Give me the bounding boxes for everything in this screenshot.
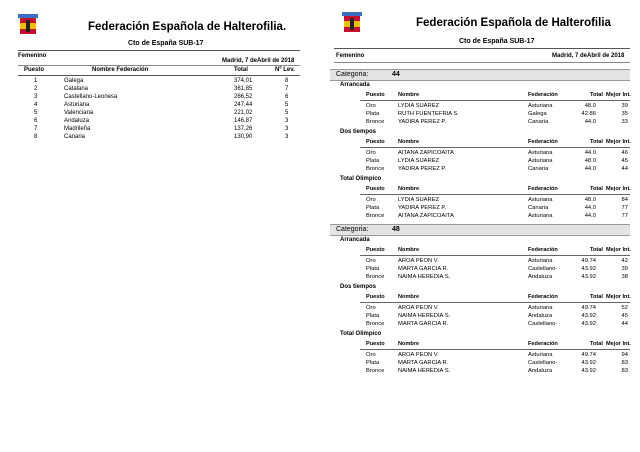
federation-cell: Asturiana: [528, 158, 553, 164]
category-bar: [330, 69, 630, 81]
total-cell: 43.92: [581, 321, 596, 327]
col-puesto-cell: 4: [34, 102, 38, 108]
category-label: Categoria:: [336, 71, 369, 78]
best-attempt-cell: 39: [621, 103, 628, 109]
col-puesto-cell: 1: [34, 78, 38, 84]
table-row: [360, 212, 630, 220]
divider: [18, 75, 300, 76]
nlev-cell: 3: [285, 126, 289, 132]
best-attempt-cell: 45: [621, 158, 628, 164]
section-title: Total Olimpico: [340, 176, 382, 182]
athlete-name-cell: AROA PEON V.: [398, 258, 439, 264]
total-cell: 130,90: [234, 134, 253, 140]
athlete-name-cell: MARTA GARCIA R.: [398, 266, 449, 272]
table-row: [0, 126, 320, 134]
federation-cell: Andaluza: [528, 368, 553, 374]
medal-cell: Bronce: [366, 119, 385, 125]
best-attempt-cell: 44: [621, 166, 628, 172]
medal-cell: Bronce: [366, 213, 385, 219]
total-cell: 221,02: [234, 110, 253, 116]
total-cell: 361,85: [234, 86, 253, 92]
athlete-name-cell: MARTA GARCIA R.: [398, 360, 449, 366]
col-nombre-header: Nombre: [398, 341, 420, 347]
best-attempt-cell: 45: [621, 313, 628, 319]
table-header: [360, 340, 630, 350]
col-mejor-header: Mejor Int.: [606, 247, 631, 253]
federation-logo-icon: [18, 14, 38, 36]
col-nombre-header: Nombre: [398, 294, 420, 300]
best-attempt-cell: 83: [621, 360, 628, 366]
table-row: [360, 110, 630, 118]
col-total-header: Total: [234, 67, 248, 73]
best-attempt-cell: 38: [621, 274, 628, 280]
col-mejor-header: Mejor Int.: [606, 341, 631, 347]
table-row: [360, 204, 630, 212]
total-cell: 43.92: [581, 274, 596, 280]
table-header: [0, 67, 320, 75]
col-nombre-header: Nombre: [398, 186, 420, 192]
category-bar: [330, 224, 630, 236]
athlete-name-cell: YADIRA PEREZ P.: [398, 166, 447, 172]
total-cell: 43.92: [581, 313, 596, 319]
total-cell: 49.74: [581, 258, 596, 264]
table-row: [360, 359, 630, 367]
total-cell: 43.92: [581, 360, 596, 366]
best-attempt-cell: 44: [621, 321, 628, 327]
table-row: [360, 312, 630, 320]
athlete-name-cell: AITANA ZAPICOAITA: [398, 150, 454, 156]
table-row: [0, 86, 320, 94]
page-title: Federación Española de Halterofilia.: [88, 21, 287, 33]
total-cell: 374,01: [234, 78, 253, 84]
col-mejor-header: Mejor Int.: [606, 92, 631, 98]
total-cell: 247,44: [234, 102, 253, 108]
athlete-name-cell: NAIMA HEREDIA S.: [398, 368, 451, 374]
medal-cell: Plata: [366, 158, 380, 164]
table-row: [360, 196, 630, 204]
gender-label: Femenino: [336, 53, 365, 59]
best-attempt-cell: 77: [621, 205, 628, 211]
federation-logo-icon: [342, 12, 362, 34]
federation-name-cell: Madrileña: [64, 126, 91, 132]
event-date: Madrid, 7 deAbril de 2018: [222, 58, 295, 64]
medal-cell: Oro: [366, 258, 376, 264]
athlete-name-cell: AROA PEON V.: [398, 305, 439, 311]
table-row: [360, 304, 630, 312]
col-nombre-header: Nombre Federación: [92, 67, 149, 73]
section-title: Arrancada: [340, 82, 370, 88]
col-nombre-header: Nombre: [398, 92, 420, 98]
best-attempt-cell: 84: [621, 197, 628, 203]
best-attempt-cell: 83: [621, 368, 628, 374]
federation-cell: Asturiana: [528, 258, 553, 264]
medal-cell: Oro: [366, 103, 376, 109]
table-row: [0, 118, 320, 126]
col-total-header: Total: [590, 92, 603, 98]
medal-cell: Plata: [366, 205, 380, 211]
medal-cell: Plata: [366, 313, 380, 319]
federation-name-cell: Castellano-Leonesa: [64, 94, 118, 100]
medal-cell: Bronce: [366, 166, 385, 172]
total-cell: 43.92: [581, 266, 596, 272]
table-row: [360, 102, 630, 110]
medal-cell: Oro: [366, 305, 376, 311]
col-mejor-header: Mejor Int.: [606, 294, 631, 300]
col-puesto-header: Puesto: [24, 67, 45, 73]
federation-cell: Asturiana: [528, 213, 553, 219]
total-cell: 44.0: [584, 119, 596, 125]
col-total-header: Total: [590, 186, 603, 192]
medal-cell: Oro: [366, 352, 376, 358]
athlete-name-cell: AITANA ZAPICOAITA: [398, 213, 454, 219]
federation-cell: Andaluza: [528, 274, 553, 280]
table-row: [0, 78, 320, 86]
col-puesto-header: Puesto: [366, 341, 385, 347]
federation-name-cell: Catalana: [64, 86, 89, 92]
col-total-header: Total: [590, 341, 603, 347]
nlev-cell: 3: [285, 118, 289, 124]
federation-name-cell: Andaluza: [64, 118, 90, 124]
col-puesto-cell: 7: [34, 126, 38, 132]
athlete-name-cell: MARTA GARCIA R.: [398, 321, 449, 327]
total-cell: 266,52: [234, 94, 253, 100]
table-row: [0, 134, 320, 142]
table-row: [360, 320, 630, 328]
total-cell: 44.0: [584, 205, 596, 211]
total-cell: 137,26: [234, 126, 253, 132]
best-attempt-cell: 39: [621, 266, 628, 272]
total-cell: 48.0: [584, 103, 596, 109]
col-federacion-header: Federación: [528, 92, 558, 98]
athlete-name-cell: RUTH FUENTEFRIA S.: [398, 111, 459, 117]
total-cell: 48.0: [584, 197, 596, 203]
section-title: Dos tiempos: [340, 129, 377, 135]
col-nombre-header: Nombre: [398, 247, 420, 253]
athlete-name-cell: NAIMA HEREDIA S.: [398, 313, 451, 319]
medal-cell: Bronce: [366, 274, 385, 280]
table-row: [360, 367, 630, 375]
col-federacion-header: Federación: [528, 186, 558, 192]
divider: [334, 48, 630, 49]
divider: [334, 62, 630, 63]
table-row: [360, 273, 630, 281]
col-puesto-header: Puesto: [366, 294, 385, 300]
athlete-name-cell: YADIRA PEREZ P.: [398, 205, 447, 211]
col-puesto-cell: 5: [34, 110, 38, 116]
federation-cell: Galega: [528, 111, 547, 117]
federation-cell: Asturiana: [528, 352, 553, 358]
table-row: [0, 110, 320, 118]
col-puesto-cell: 2: [34, 86, 38, 92]
total-cell: 44.0: [584, 213, 596, 219]
nlev-cell: 7: [285, 86, 289, 92]
total-cell: 43.92: [581, 368, 596, 374]
medal-cell: Plata: [366, 360, 380, 366]
best-attempt-cell: 33: [621, 119, 628, 125]
federation-cell: Castellano-: [528, 360, 558, 366]
event-name: Cto de España SUB-17: [459, 38, 535, 45]
divider: [18, 65, 300, 66]
total-cell: 44.0: [584, 150, 596, 156]
athlete-name-cell: LYDIA SUAREZ: [398, 158, 440, 164]
col-mejor-header: Mejor Int.: [606, 186, 631, 192]
federation-cell: Asturiana: [528, 103, 553, 109]
col-federacion-header: Federación: [528, 139, 558, 145]
nlev-cell: 8: [285, 78, 289, 84]
best-attempt-cell: 94: [621, 352, 628, 358]
col-nlev-header: Nº Lev.: [275, 67, 295, 73]
federation-name-cell: Valenciana: [64, 110, 94, 116]
category-label: Categoria:: [336, 226, 369, 233]
page-title: Federación Española de Halterofilia: [416, 17, 611, 29]
table-row: [360, 351, 630, 359]
table-row: [360, 149, 630, 157]
total-cell: 44.0: [584, 166, 596, 172]
athlete-name-cell: LYDIA SUAREZ: [398, 103, 440, 109]
table-row: [360, 118, 630, 126]
federation-cell: Asturiana: [528, 305, 553, 311]
col-puesto-header: Puesto: [366, 92, 385, 98]
federation-cell: Canaria: [528, 119, 549, 125]
federation-cell: Canaria: [528, 166, 549, 172]
total-cell: 48.0: [584, 158, 596, 164]
col-puesto-header: Puesto: [366, 139, 385, 145]
medal-cell: Plata: [366, 111, 380, 117]
table-row: [0, 102, 320, 110]
medal-cell: Plata: [366, 266, 380, 272]
col-federacion-header: Federación: [528, 341, 558, 347]
table-row: [0, 94, 320, 102]
nlev-cell: 5: [285, 102, 289, 108]
table-row: [360, 257, 630, 265]
best-attempt-cell: 46: [621, 150, 628, 156]
federation-name-cell: Asturiana: [64, 102, 90, 108]
category-value: 44: [392, 71, 400, 78]
col-total-header: Total: [590, 247, 603, 253]
total-cell: 42.86: [581, 111, 596, 117]
athlete-name-cell: NAIMA HEREDIA S.: [398, 274, 451, 280]
category-value: 48: [392, 226, 400, 233]
col-puesto-header: Puesto: [366, 186, 385, 192]
medal-cell: Oro: [366, 150, 376, 156]
table-header: [360, 185, 630, 195]
table-row: [360, 265, 630, 273]
table-header: [360, 91, 630, 101]
section-title: Arrancada: [340, 237, 370, 243]
federation-cell: Asturiana: [528, 150, 553, 156]
federation-cell: Asturiana: [528, 197, 553, 203]
table-header: [360, 293, 630, 303]
best-attempt-cell: 35: [621, 111, 628, 117]
best-attempt-cell: 77: [621, 213, 628, 219]
medal-cell: Oro: [366, 197, 376, 203]
best-attempt-cell: 52: [621, 305, 628, 311]
athlete-name-cell: AROA PEON V.: [398, 352, 439, 358]
federation-cell: Castellano-: [528, 321, 558, 327]
col-federacion-header: Federación: [528, 294, 558, 300]
event-date: Madrid, 7 deAbril de 2018: [552, 53, 625, 59]
federation-cell: Canaria: [528, 205, 549, 211]
athlete-name-cell: YADIRA PEREZ P.: [398, 119, 447, 125]
col-puesto-cell: 8: [34, 134, 38, 140]
col-puesto-cell: 6: [34, 118, 38, 124]
table-header: [360, 138, 630, 148]
total-cell: 146,87: [234, 118, 253, 124]
table-row: [360, 157, 630, 165]
nlev-cell: 3: [285, 134, 289, 140]
col-puesto-cell: 3: [34, 94, 38, 100]
medal-cell: Bronce: [366, 321, 385, 327]
col-federacion-header: Federación: [528, 247, 558, 253]
col-mejor-header: Mejor Int.: [606, 139, 631, 145]
table-row: [360, 165, 630, 173]
gender-label: Femenino: [18, 53, 47, 59]
total-cell: 49.74: [581, 305, 596, 311]
section-title: Total Olimpico: [340, 331, 382, 337]
federation-name-cell: Canaria: [64, 134, 86, 140]
nlev-cell: 5: [285, 110, 289, 116]
nlev-cell: 6: [285, 94, 289, 100]
total-cell: 49.74: [581, 352, 596, 358]
medal-cell: Bronce: [366, 368, 385, 374]
divider: [18, 50, 300, 51]
col-total-header: Total: [590, 139, 603, 145]
federation-cell: Castellano-: [528, 266, 558, 272]
best-attempt-cell: 42: [621, 258, 628, 264]
section-title: Dos tiempos: [340, 284, 377, 290]
category-results-page: [330, 0, 640, 452]
federation-cell: Andaluza: [528, 313, 553, 319]
col-nombre-header: Nombre: [398, 139, 420, 145]
table-header: [360, 246, 630, 256]
federation-name-cell: Galega: [64, 78, 84, 84]
event-name: Cto de España SUB-17: [128, 40, 204, 47]
athlete-name-cell: LYDIA SUAREZ: [398, 197, 440, 203]
col-puesto-header: Puesto: [366, 247, 385, 253]
col-total-header: Total: [590, 294, 603, 300]
